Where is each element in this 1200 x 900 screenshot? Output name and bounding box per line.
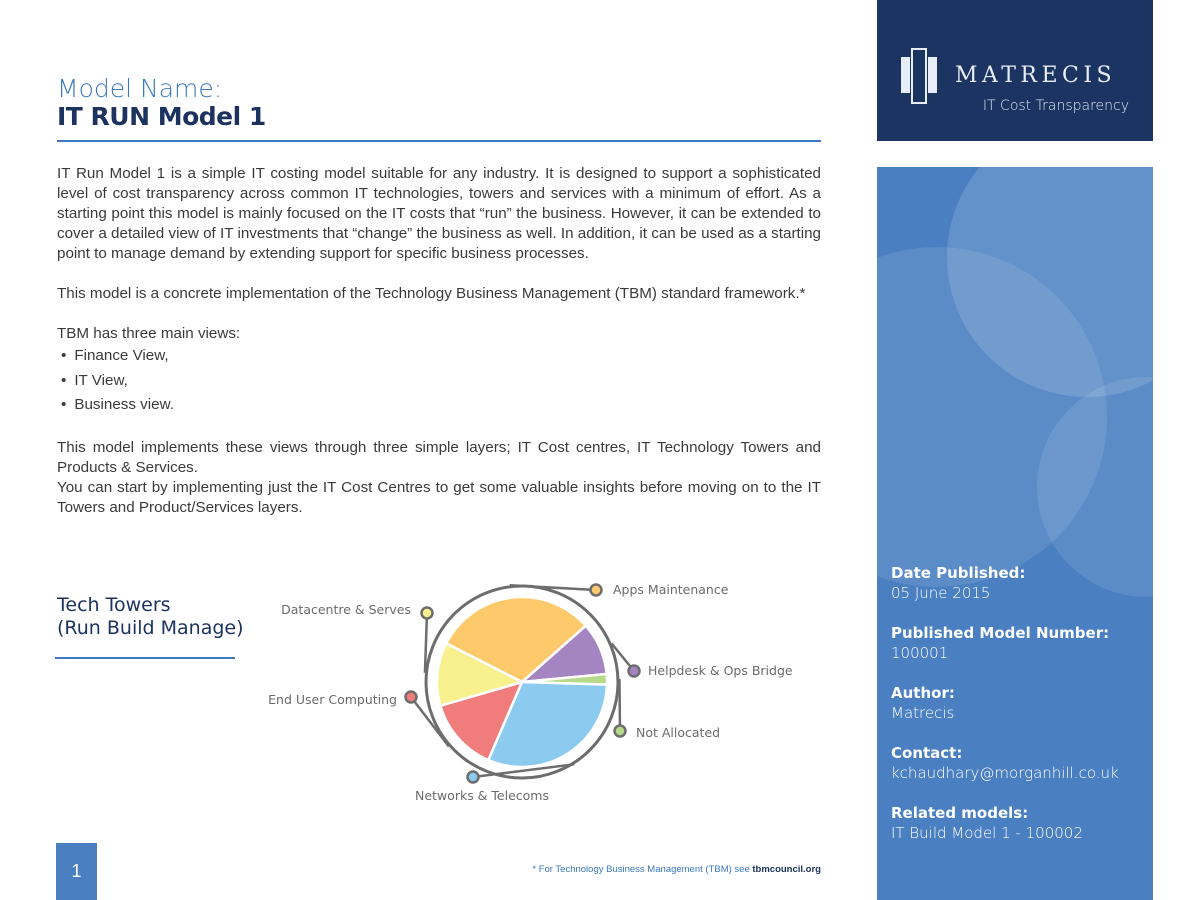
callout-dot — [629, 666, 640, 677]
tech-towers-divider — [55, 657, 235, 659]
page-number: 1 — [56, 843, 97, 900]
contact-email[interactable]: kchaudhary@morganhill.co.uk — [891, 764, 1119, 782]
footnote-text: * For Technology Business Management (TBM) see — [532, 864, 753, 875]
pie-label: Apps Maintenance — [613, 582, 729, 597]
tech-towers-line1: Tech Towers — [57, 594, 171, 616]
callout-dot — [422, 608, 433, 619]
model-name-label: Model Name: — [57, 74, 223, 103]
heading-divider — [57, 140, 821, 142]
callout-dot — [615, 726, 626, 737]
callout-dot — [591, 585, 602, 596]
related-models-label: Related models: — [891, 804, 1029, 822]
callout-line — [510, 585, 596, 590]
model-number-value: 100001 — [891, 644, 949, 662]
model-info-panel — [877, 167, 1153, 900]
start-paragraph: You can start by implementing just the IT Cost Centres to get some valuable insights before moving on to the IT Towers and Product/Services layers. — [57, 478, 821, 516]
tech-towers-title — [57, 594, 244, 640]
pie-label: Datacentre & Serves — [281, 602, 411, 617]
callout-dot — [406, 692, 417, 703]
tech-towers-line2: (Run Build Manage) — [57, 617, 244, 639]
tech-towers-pie-chart — [250, 560, 810, 810]
pie-label: Helpdesk & Ops Bridge — [648, 663, 793, 678]
related-models-value[interactable]: IT Build Model 1 - 100002 — [891, 824, 1083, 842]
date-published-label: Date Published: — [891, 564, 1026, 582]
layers-paragraph: This model implements these views through three simple layers; IT Cost centres, IT Technology Towers and Products & Services. — [57, 438, 821, 476]
brand-header — [877, 0, 1153, 141]
views-list — [57, 344, 821, 418]
intro-paragraph: IT Run Model 1 is a simple IT costing model suitable for any industry. It is designed to support a sophisticated level of cost transparency across common IT technologies, towers and services with a minimum of effort. As a starting point this model is mainly focused on the IT costs that “run” the business. However, it can be extended to cover a detailed view of IT investments that “change” the business as well. In addition, it can be used as a starting point to manage demand by extending support for specific business processes. — [57, 165, 821, 262]
brand-name: MATRECIS — [955, 63, 1117, 88]
contact-label: Contact: — [891, 744, 963, 762]
callout-line — [619, 679, 620, 731]
pie-label: Networks & Telecoms — [415, 788, 549, 803]
date-published-value: 05 June 2015 — [891, 584, 991, 602]
list-item: • Finance View, — [57, 344, 821, 369]
list-item: • IT View, — [57, 369, 821, 394]
pie-label: Not Allocated — [636, 725, 721, 740]
pie-label: End User Computing — [268, 692, 397, 707]
tbm-paragraph: This model is a concrete implementation of the Technology Business Management (TBM) standard framework.* — [57, 285, 806, 302]
footnote — [532, 864, 821, 875]
matrecis-logo-icon — [899, 47, 939, 105]
views-intro: TBM has three main views: — [57, 325, 241, 342]
model-title: IT RUN Model 1 — [57, 102, 266, 131]
list-item: • Business view. — [57, 393, 821, 418]
description — [57, 164, 821, 538]
brand-tagline: IT Cost Transparency — [982, 98, 1129, 114]
callout-dot — [468, 772, 479, 783]
author-value: Matrecis — [891, 704, 955, 722]
model-metadata — [891, 563, 1119, 863]
footnote-link[interactable]: tbmcouncil.org — [752, 864, 821, 875]
model-number-label: Published Model Number: — [891, 624, 1110, 642]
author-label: Author: — [891, 684, 955, 702]
